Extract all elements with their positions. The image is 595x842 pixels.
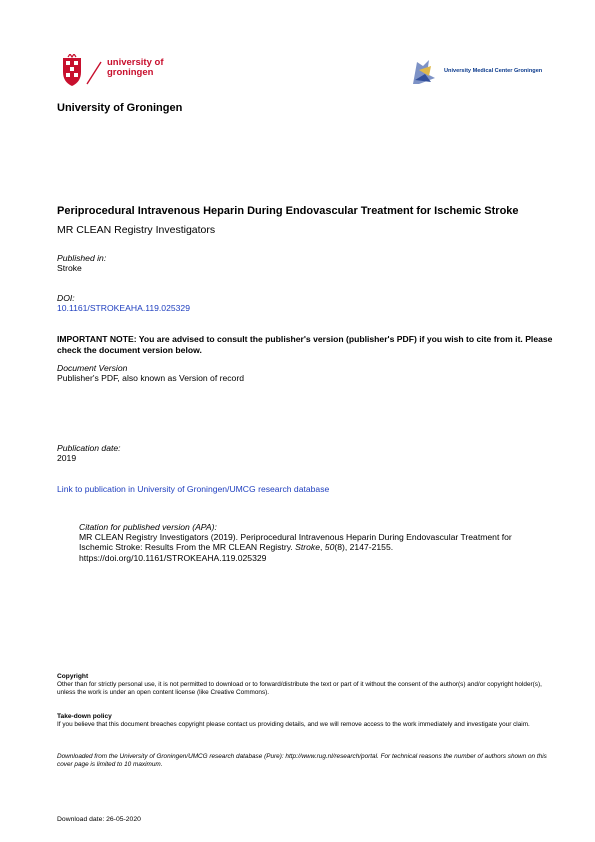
takedown-text: If you believe that this document breaches copyright please contact us providing details, and we will remove access to the work immediately and investigate your claim. (57, 721, 530, 728)
citation-label: Citation for published version (APA): (79, 522, 217, 532)
published-in-label: Published in: (57, 253, 107, 263)
download-note: Downloaded from the University of Groningen/UMCG research database (Pure): http://www.rug.nl/research/portal. For technical reasons the number of authors shown on this cover page is limited to 10 maximum. (57, 753, 547, 768)
doi-label: DOI: (57, 293, 75, 303)
download-date: Download date: 26-05-2020 (57, 816, 141, 823)
rug-logo-text: university of groningen (107, 57, 164, 78)
published-in-value: Stroke (57, 263, 82, 273)
university-of-groningen-logo (57, 54, 177, 88)
citation-pages: (8), 2147-2155. (334, 542, 394, 553)
publication-date-label: Publication date: (57, 443, 121, 453)
umcg-emblem-icon (409, 56, 441, 88)
citation-journal: Stroke (295, 542, 321, 553)
document-version-label: Document Version (57, 363, 128, 373)
rug-crest-icon (57, 54, 105, 88)
important-note: IMPORTANT NOTE: You are advised to consult the publisher's version (publisher's PDF) if you wish to cite from it. Please check the document version below. (57, 334, 553, 355)
document-version-value: Publisher's PDF, also known as Version of record (57, 373, 244, 383)
copyright-text: Other than for strictly personal use, it is not permitted to download or to forward/distribute the text or part of it without the consent of the author(s) and/or copyright holder(s), unless the work is under an open content license (like Creative Commons). (57, 681, 542, 696)
citation-url[interactable]: https://doi.org/10.1161/STROKEAHA.119.025329 (79, 552, 267, 563)
article-authors: MR CLEAN Registry Investigators (57, 224, 216, 236)
citation-text (79, 532, 539, 563)
research-database-link[interactable]: Link to publication in University of Groningen/UMCG research database (57, 484, 330, 494)
citation-prefix: MR CLEAN Registry Investigators (2019). Periprocedural Intravenous Heparin During Endovascular Treatment for Ischemic Stroke: Results From the MR CLEAN Registry. (79, 532, 512, 553)
takedown-heading: Take-down policy (57, 713, 112, 720)
publication-date-value: 2019 (57, 453, 77, 463)
umcg-logo-text: University Medical Center Groningen (444, 68, 543, 74)
citation-volume: 50 (324, 542, 335, 553)
institution-name: University of Groningen (57, 102, 183, 114)
article-title: Periprocedural Intravenous Heparin During Endovascular Treatment for Ischemic Stroke (57, 205, 519, 217)
copyright-heading: Copyright (57, 673, 89, 680)
doi-link[interactable]: 10.1161/STROKEAHA.119.025329 (57, 303, 190, 313)
citation-separator: , (320, 542, 325, 553)
umcg-logo (409, 56, 549, 88)
